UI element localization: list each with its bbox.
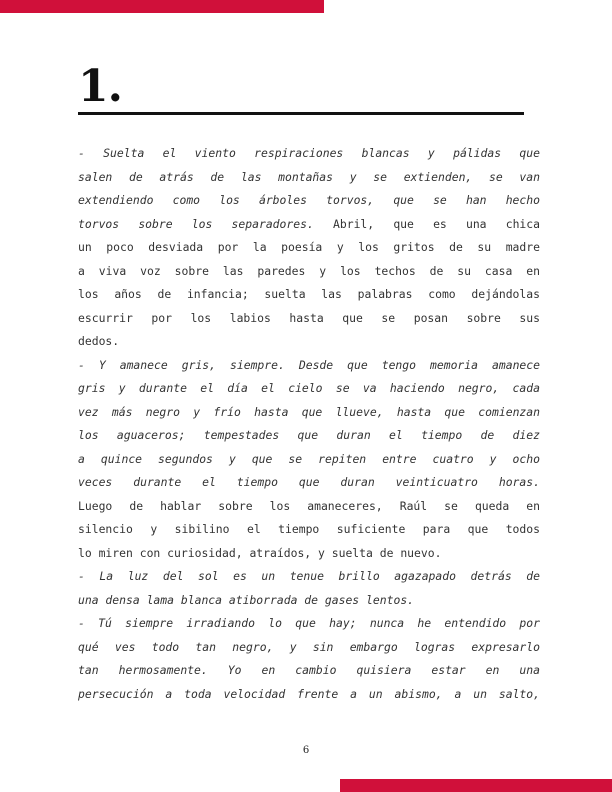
text-line: escurrir por los labios hasta que se posan sobre sus: [78, 310, 540, 325]
text-line: una densa lama blanca atiborrada de gases lentos.: [78, 592, 415, 607]
chapter-rule: [78, 112, 524, 115]
text-line: - La luz del sol es un tenue brillo agazapado detrás de: [78, 569, 540, 583]
text-line: vez más negro y frío hasta que llueve, hasta que comienzan: [78, 404, 540, 419]
text-line: Luego de hablar sobre los amaneceres, Raúl se queda en: [78, 498, 540, 513]
text-line: - Suelta el viento respiraciones blancas y pálidas que: [78, 146, 540, 160]
text-line: a viva voz sobre las paredes y los techos de su casa en: [78, 263, 540, 278]
text-line: silencio y sibilino el tiempo suficiente para que todos: [78, 522, 540, 536]
text-line: - Y amanece gris, siempre. Desde que tengo memoria amanece: [78, 357, 540, 372]
body-text: [78, 142, 540, 706]
page-number: 6: [302, 745, 310, 756]
text-line: a quince segundos y que se repiten entre cuatro y ocho: [78, 451, 540, 466]
text-line: qué ves todo tan negro, y sin embargo logras expresarlo: [78, 639, 540, 654]
text-segment: torvos sobre los separadores.: [78, 216, 314, 231]
text-line: lo miren con curiosidad, atraídos, y suelta de nuevo.: [78, 545, 442, 560]
text-line: extendiendo como los árboles torvos, que se han hecho: [78, 193, 540, 207]
text-line: los aguaceros; tempestades que duran el tiempo de diez: [78, 428, 540, 442]
text-segment: Abril, que es una chica: [313, 216, 540, 231]
text-line: un poco desviada por la poesía y los gritos de su madre: [78, 240, 540, 254]
text-line: tan hermosamente. Yo en cambio quisiera estar en una: [78, 663, 540, 677]
text-line: persecución a toda velocidad frente a un abismo, a un salto,: [78, 686, 540, 701]
chapter-number: 1.: [78, 61, 122, 112]
bottom-accent-bar: [340, 779, 612, 792]
text-line: [78, 213, 540, 237]
text-line: - Tú siempre irradiando lo que hay; nunca he entendido por: [78, 616, 540, 630]
top-accent-bar: [0, 0, 324, 13]
text-line: dedos.: [78, 334, 120, 348]
text-line: gris y durante el día el cielo se va haciendo negro, cada: [78, 381, 540, 395]
text-line: salen de atrás de las montañas y se extienden, se van: [78, 169, 540, 184]
text-line: los años de infancia; suelta las palabras como dejándolas: [78, 287, 540, 301]
text-line: veces durante el tiempo que duran veinticuatro horas.: [78, 475, 540, 489]
